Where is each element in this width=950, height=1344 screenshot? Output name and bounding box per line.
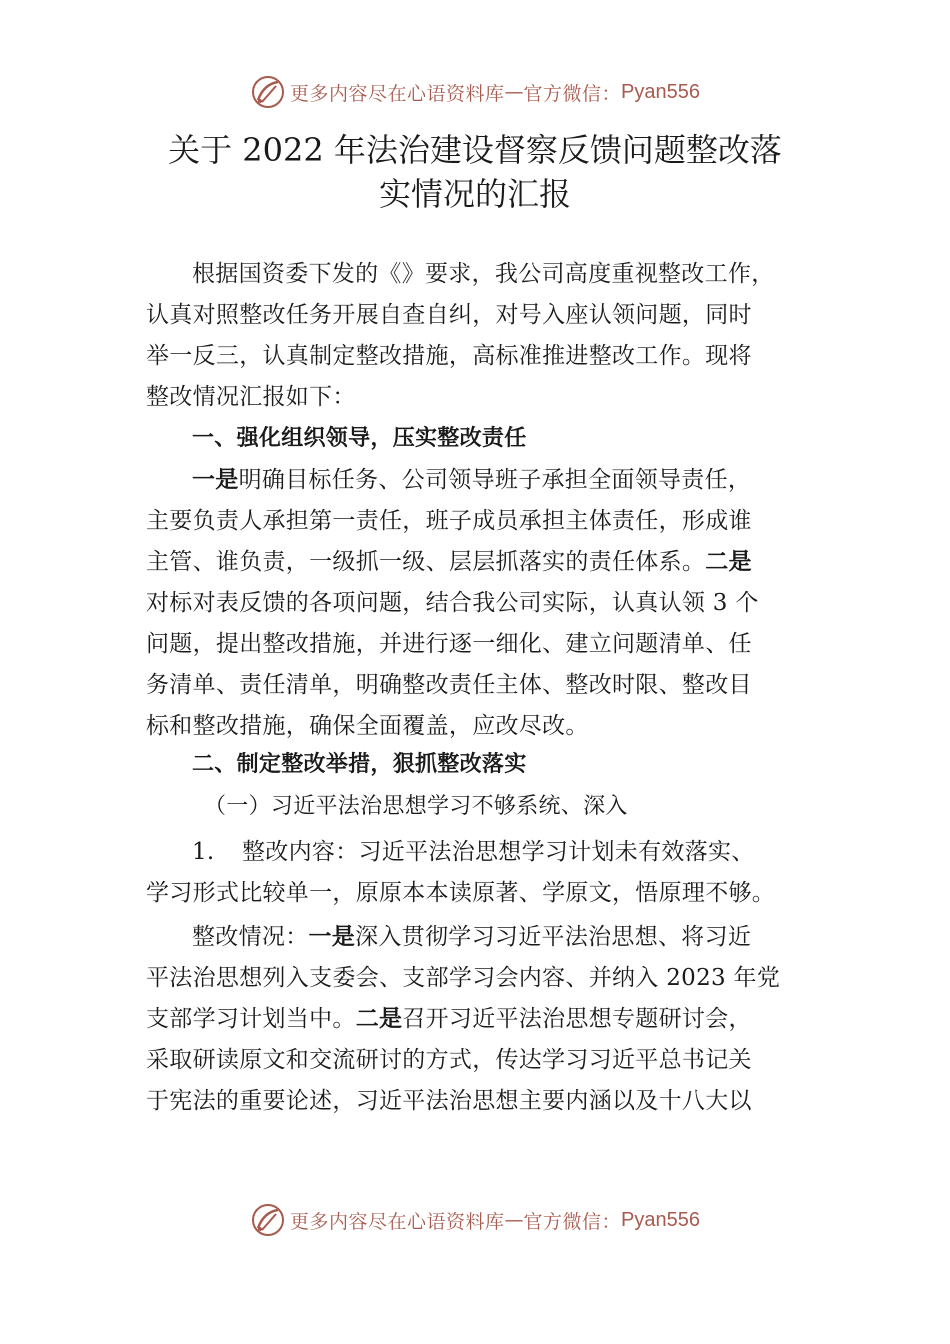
- item-1-line-2: 学习形式比较单一，原原本本读原著、学原文，悟原理不够。: [146, 880, 776, 906]
- section-1-line-2: 主要负责人承担第一责任，班子成员承担主体责任，形成谁: [146, 508, 752, 534]
- pen-scroll-logo-icon: [250, 74, 286, 110]
- section-2-heading: 二、制定整改举措，狠抓整改落实: [192, 752, 527, 777]
- situation-text-1: 深入贯彻学习习近平法治思想、将习近: [355, 924, 752, 950]
- situation-line-4: 采取研读原文和交流研讨的方式，传达学习习近平总书记关: [146, 1047, 752, 1073]
- document-title: [120, 128, 830, 216]
- section-1-line-6: 务清单、责任清单，明确整改责任主体、整改时限、整改目: [146, 672, 752, 698]
- section-1-text-3: 主管、谁负责，一级抓一级、层层抓落实的责任体系。: [146, 549, 706, 575]
- intro-line-3: 举一反三，认真制定整改措施，高标准推进整改工作。现将: [146, 343, 752, 369]
- section-1-line-7: 标和整改措施，确保全面覆盖，应改尽改。: [146, 713, 589, 739]
- section-1-line-3: [146, 543, 752, 576]
- intro-line-1: 根据国资委下发的《》要求，我公司高度重视整改工作，: [192, 261, 775, 287]
- section-2-subheading: （一）习近平法治思想学习不够系统、深入: [204, 794, 628, 819]
- situation-line-3: [146, 1000, 752, 1033]
- situation-bold-1: 一是: [308, 924, 356, 950]
- section-1-heading: 一、强化组织领导，压实整改责任: [192, 426, 527, 451]
- situation-line-2: 平法治思想列入支委会、支部学习会内容、并纳入 2023 年党: [146, 965, 781, 991]
- item-1-number: 1.: [192, 839, 215, 865]
- watermark-wechat-id: Pyan556: [621, 80, 700, 103]
- watermark-separator: —: [504, 1209, 524, 1231]
- situation-bold-2: 二是: [355, 1006, 403, 1032]
- situation-line-1: [146, 918, 751, 951]
- item-1-text-1: 整改内容：习近平法治思想学习计划未有效落实、: [242, 839, 755, 865]
- watermark-text: 更多内容尽在心语资料库: [290, 1210, 505, 1233]
- situation-line-5: 于宪法的重要论述，习近平法治思想主要内涵以及十八大以: [146, 1088, 752, 1114]
- title-line-1: 关于 2022 年法治建设督察反馈问题整改落: [168, 131, 782, 169]
- section-1-line-1: [146, 461, 751, 494]
- situation-text-3b: 召开习近平法治思想专题研讨会，: [402, 1006, 752, 1032]
- section-1-text-1: 明确目标任务、公司领导班子承担全面领导责任，: [238, 467, 752, 493]
- watermark-text: 更多内容尽在心语资料库: [290, 82, 505, 105]
- intro-line-4: 整改情况汇报如下：: [146, 384, 356, 410]
- intro-line-2: 认真对照整改任务开展自查自纠，对号入座认领问题，同时: [146, 302, 752, 328]
- section-1-line-5: 问题，提出整改措施，并进行逐一细化、建立问题清单、任: [146, 631, 752, 657]
- section-1-bold-2: 二是: [705, 549, 752, 575]
- watermark-wechat-label: 官方微信：: [523, 82, 622, 105]
- watermark-footer: [0, 1200, 950, 1240]
- title-line-2: 实情况的汇报: [378, 175, 571, 213]
- section-1-bold-1: 一是: [192, 467, 239, 493]
- item-1-line-1: [146, 833, 755, 866]
- watermark-header: [0, 72, 950, 112]
- situation-label: 整改情况：: [192, 924, 309, 950]
- situation-text-3a: 支部学习计划当中。: [146, 1006, 356, 1032]
- section-1-line-4: 对标对表反馈的各项问题，结合我公司实际，认真认领 3 个: [146, 590, 759, 616]
- pen-scroll-logo-icon: [250, 1202, 286, 1238]
- watermark-separator: —: [504, 81, 524, 103]
- watermark-wechat-id: Pyan556: [621, 1208, 700, 1231]
- watermark-wechat-label: 官方微信：: [523, 1210, 622, 1233]
